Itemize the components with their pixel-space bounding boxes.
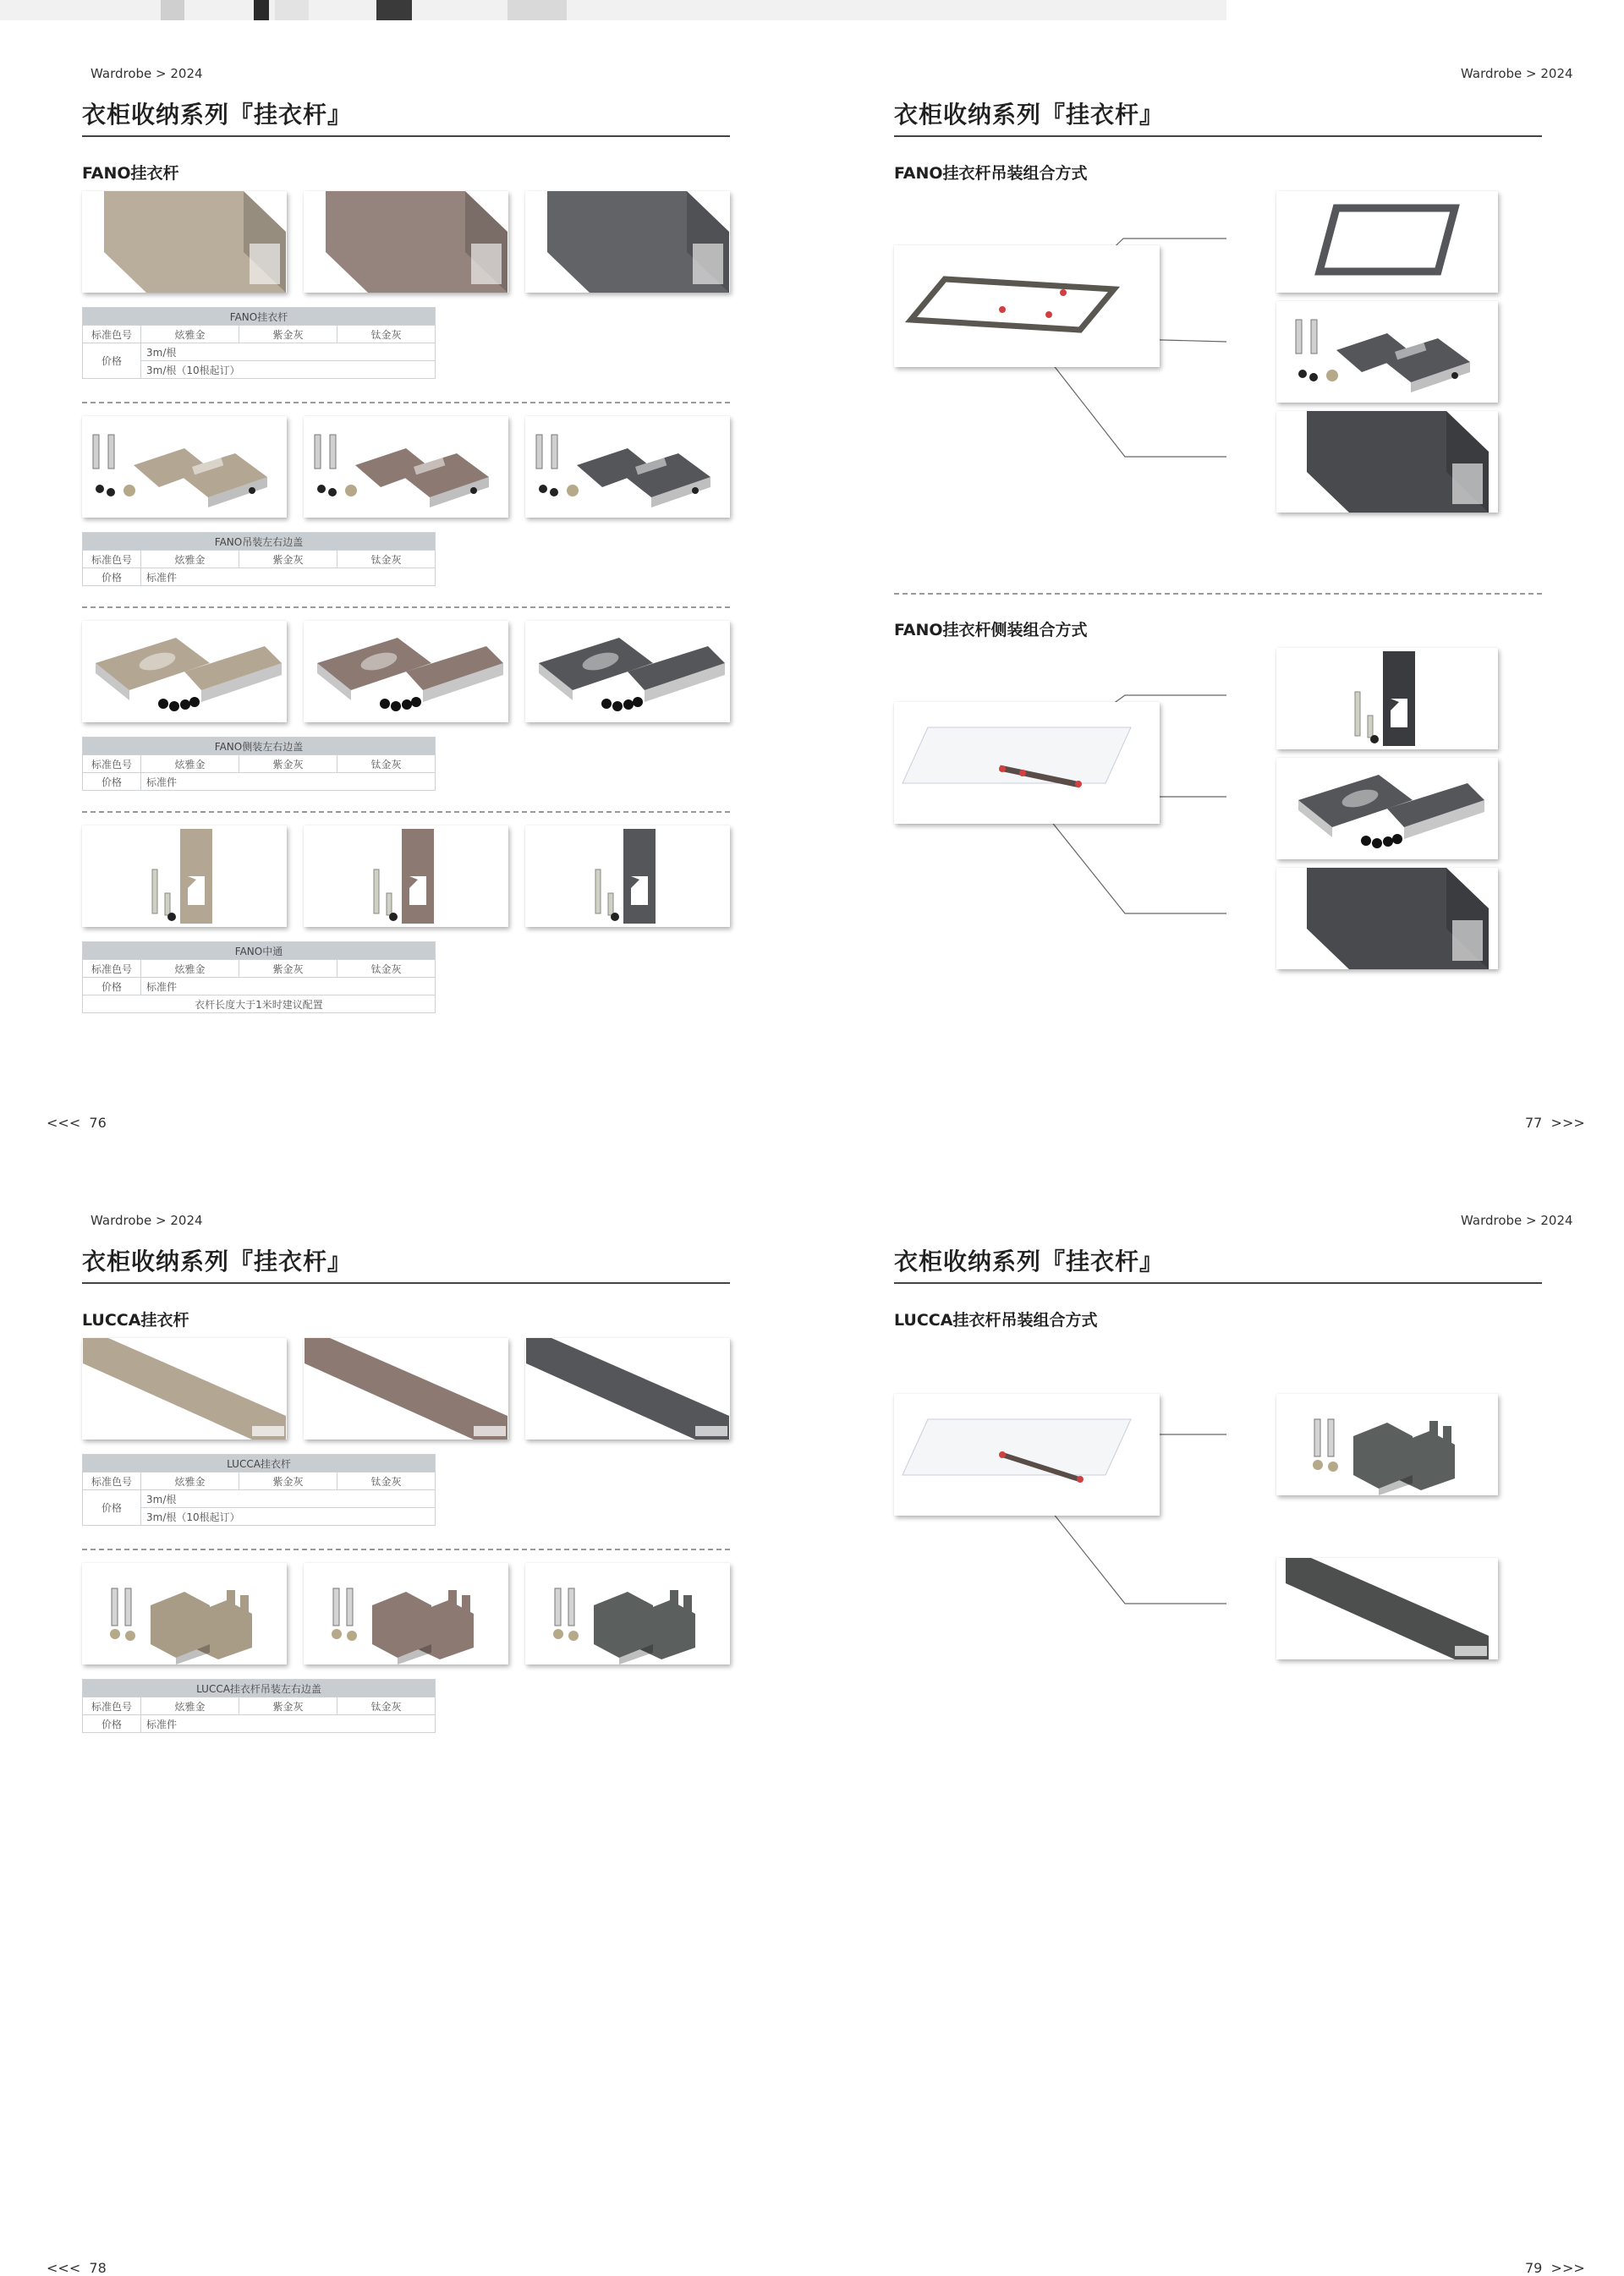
next-arrow: >>> [1550, 2260, 1585, 2276]
color-value: 紫金灰 [239, 755, 337, 773]
price-label: 价格 [83, 343, 141, 379]
title-rule [894, 1282, 1542, 1284]
price-value: 3m/根（10根起订） [141, 1508, 436, 1526]
page-nav-prev[interactable] [47, 1115, 107, 1131]
price-value: 3m/根 [141, 1490, 436, 1508]
page-nav-next[interactable] [1525, 1115, 1585, 1131]
price-value: 标准件 [141, 978, 436, 995]
color-label: 标准色号 [83, 1697, 141, 1715]
breadcrumb: Wardrobe > 2024 [91, 66, 203, 81]
prev-arrow: <<< [47, 1115, 81, 1131]
table-title: FANO挂衣杆 [83, 308, 436, 326]
color-value: 炫雅金 [141, 1473, 239, 1490]
page-number: 79 [1525, 2260, 1543, 2276]
hang-cap-part-image [1276, 301, 1498, 403]
middle-support-part-image [1276, 648, 1498, 749]
color-label: 标准色号 [83, 551, 141, 568]
price-value: 标准件 [141, 1715, 436, 1733]
price-value: 标准件 [141, 568, 436, 586]
color-label: 标准色号 [83, 755, 141, 773]
lucca-hanging-assembly-diagram [894, 1394, 1160, 1516]
section-title: FANO挂衣杆吊装组合方式 [894, 164, 1088, 183]
page-number: 78 [89, 2260, 107, 2276]
price-label: 价格 [83, 773, 141, 791]
side-cap-part-image [1276, 758, 1498, 859]
page-title: 衣柜收纳系列『挂衣杆』 [82, 101, 353, 129]
price-value: 3m/根 [141, 343, 436, 361]
section-title: FANO挂衣杆侧装组合方式 [894, 621, 1088, 639]
color-label: 标准色号 [83, 326, 141, 343]
price-label: 价格 [83, 978, 141, 995]
price-label: 价格 [83, 568, 141, 586]
color-value: 钛金灰 [337, 960, 436, 978]
color-value: 炫雅金 [141, 1697, 239, 1715]
page-number: 77 [1525, 1115, 1543, 1131]
color-value: 钛金灰 [337, 1697, 436, 1715]
color-label: 标准色号 [83, 1473, 141, 1490]
lucca-rail-part-image [1276, 1558, 1498, 1659]
lucca-hang-cap-spec-table [82, 1679, 436, 1733]
color-value: 紫金灰 [239, 551, 337, 568]
price-value: 3m/根（10根起订） [141, 361, 436, 379]
section-divider [894, 593, 1542, 595]
lucca-hang-cap-part-image [1276, 1394, 1498, 1495]
title-rule [82, 1282, 730, 1284]
color-value: 紫金灰 [239, 960, 337, 978]
price-label: 价格 [83, 1490, 141, 1526]
rail-part-image [1276, 868, 1498, 969]
prev-arrow: <<< [47, 2260, 81, 2276]
section-title: FANO挂衣杆 [82, 164, 179, 183]
color-value: 钛金灰 [337, 1473, 436, 1490]
table-title: FANO中通 [83, 942, 436, 960]
section-title: LUCCA挂衣杆吊装组合方式 [894, 1311, 1098, 1330]
fano-hanging-assembly-diagram [894, 245, 1160, 367]
price-label: 价格 [83, 1715, 141, 1733]
next-arrow: >>> [1550, 1115, 1585, 1131]
color-value: 紫金灰 [239, 326, 337, 343]
fano-side-assembly-diagram [894, 702, 1160, 824]
page-number: 76 [89, 1115, 107, 1131]
color-value: 钛金灰 [337, 551, 436, 568]
table-title: FANO吊装左右边盖 [83, 533, 436, 551]
color-value: 炫雅金 [141, 326, 239, 343]
table-title: LUCCA挂衣杆 [83, 1455, 436, 1473]
table-note: 衣杆长度大于1米时建议配置 [83, 995, 436, 1013]
color-value: 炫雅金 [141, 755, 239, 773]
table-title: FANO侧装左右边盖 [83, 738, 436, 755]
page-title: 衣柜收纳系列『挂衣杆』 [82, 1248, 353, 1275]
rail-part-image [1276, 411, 1498, 513]
section-title: LUCCA挂衣杆 [82, 1311, 189, 1330]
color-value: 紫金灰 [239, 1473, 337, 1490]
page-nav-prev[interactable] [47, 2260, 107, 2276]
color-value: 炫雅金 [141, 551, 239, 568]
table-title: LUCCA挂衣杆吊装左右边盖 [83, 1680, 436, 1697]
color-label: 标准色号 [83, 960, 141, 978]
frame-part-image [1276, 191, 1498, 293]
price-value: 标准件 [141, 773, 436, 791]
page-title: 衣柜收纳系列『挂衣杆』 [894, 1248, 1165, 1275]
color-value: 钛金灰 [337, 755, 436, 773]
page-nav-next[interactable] [1525, 2260, 1585, 2276]
color-value: 紫金灰 [239, 1697, 337, 1715]
page-title: 衣柜收纳系列『挂衣杆』 [894, 101, 1165, 129]
breadcrumb: Wardrobe > 2024 [1461, 66, 1573, 81]
color-value: 炫雅金 [141, 960, 239, 978]
breadcrumb: Wardrobe > 2024 [91, 1213, 203, 1228]
breadcrumb: Wardrobe > 2024 [1461, 1213, 1573, 1228]
color-value: 钛金灰 [337, 326, 436, 343]
